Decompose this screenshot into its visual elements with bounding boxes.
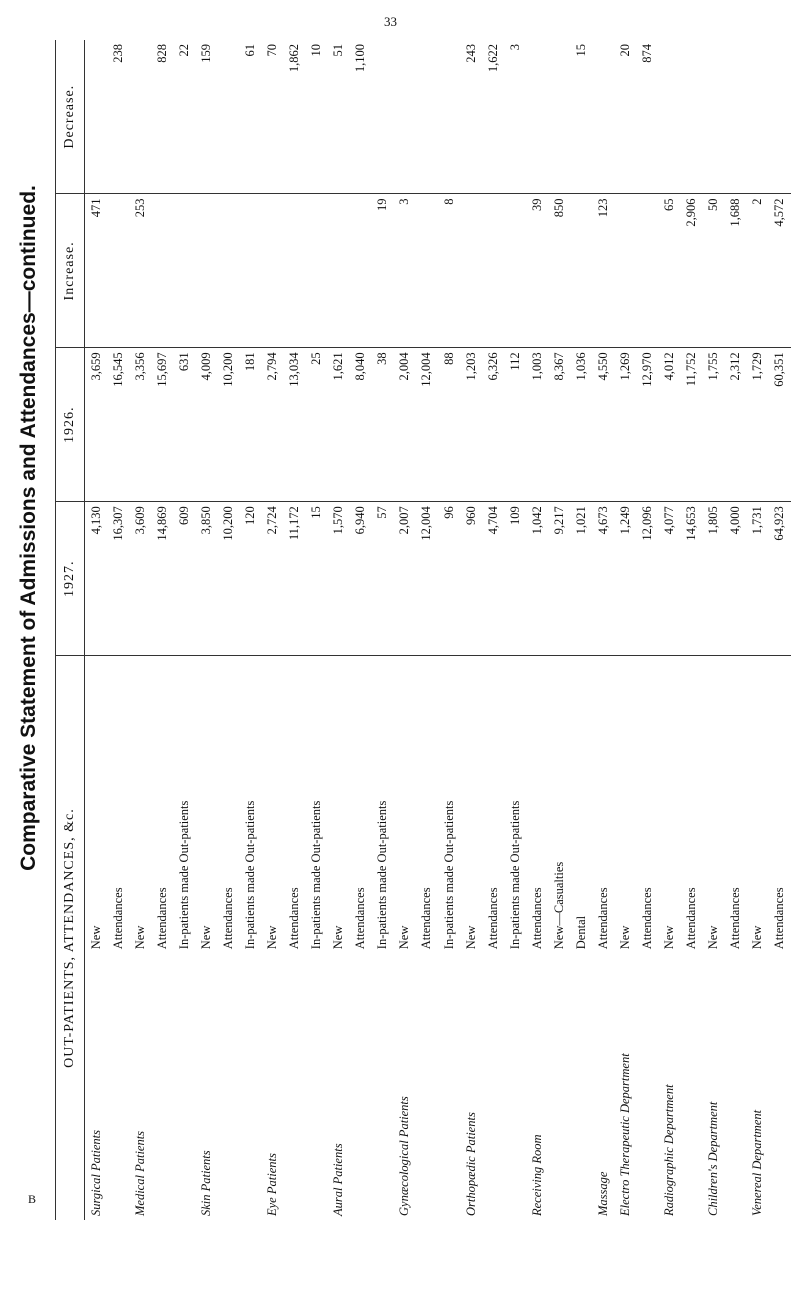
row-1927-value: 960: [460, 502, 482, 656]
row-department: Children's Department: [706, 1101, 721, 1216]
row-item: New: [463, 925, 478, 950]
row-increase-value: [570, 194, 592, 348]
row-1927-value: 4,077: [658, 502, 680, 656]
row-decrease-value: [218, 40, 240, 194]
table-row: [151, 40, 173, 1220]
row-1927-value: 14,653: [681, 502, 703, 656]
row-increase-value: 253: [129, 194, 151, 348]
row-1926-value: 631: [173, 348, 195, 502]
row-1926-value: 2,312: [725, 348, 747, 502]
header-increase: Increase.: [56, 194, 85, 348]
row-1927-value: 4,673: [592, 502, 614, 656]
row-1926-value: 3,356: [129, 348, 151, 502]
row-department: [306, 953, 328, 1220]
row-increase-value: [416, 194, 438, 348]
row-item: New: [198, 925, 213, 950]
table-row: [681, 40, 703, 1220]
row-1926-value: 1,621: [328, 348, 350, 502]
row-item: Attendances: [485, 887, 500, 950]
row-1927-value: 96: [438, 502, 460, 656]
row-1926-value: 4,012: [658, 348, 680, 502]
row-item: In-patients made Out-patients: [375, 800, 390, 950]
table-row: [129, 40, 151, 1220]
row-item: In-patients made Out-patients: [309, 800, 324, 950]
row-department: Medical Patients: [132, 1130, 147, 1216]
row-increase-value: 3: [394, 194, 416, 348]
row-item: New: [617, 925, 632, 950]
row-1927-value: 4,000: [725, 502, 747, 656]
row-decrease-value: 243: [460, 40, 482, 194]
table-row: [85, 40, 108, 1220]
row-decrease-value: 22: [173, 40, 195, 194]
header-1926: 1926.: [56, 348, 85, 502]
row-department: [636, 953, 658, 1220]
table-row: [747, 40, 769, 1220]
row-1926-value: 12,004: [416, 348, 438, 502]
row-item: In-patients made Out-patients: [507, 800, 522, 950]
row-item: New: [132, 925, 147, 950]
table-row: [548, 40, 570, 1220]
table-row: [658, 40, 680, 1220]
row-decrease-value: [372, 40, 394, 194]
row-increase-value: [262, 194, 284, 348]
table-row: [306, 40, 328, 1220]
row-department: Electro Therapeutic Department: [617, 1053, 632, 1216]
row-1926-value: 1,729: [747, 348, 769, 502]
row-1927-value: 64,923: [769, 502, 791, 656]
row-item: New—Casualties: [551, 861, 566, 950]
row-1927-value: 1,042: [526, 502, 548, 656]
row-decrease-value: 51: [328, 40, 350, 194]
header-outpatients: OUT-PATIENTS, ATTENDANCES, &c.: [56, 656, 85, 1220]
row-increase-value: [151, 194, 173, 348]
row-increase-value: [350, 194, 372, 348]
row-1927-value: 16,307: [107, 502, 129, 656]
row-increase-value: [614, 194, 636, 348]
row-1927-value: 109: [504, 502, 526, 656]
row-increase-value: [636, 194, 658, 348]
row-department: [218, 953, 240, 1220]
row-department: Massage: [595, 1171, 610, 1216]
row-department: Skin Patients: [198, 1150, 213, 1216]
row-decrease-value: 159: [195, 40, 217, 194]
row-department: [570, 953, 592, 1220]
row-1926-value: 6,326: [482, 348, 504, 502]
row-increase-value: 2: [747, 194, 769, 348]
row-decrease-value: 1,100: [350, 40, 372, 194]
row-1926-value: 2,004: [394, 348, 416, 502]
row-1926-value: 15,697: [151, 348, 173, 502]
rotated-table-container: [56, 40, 791, 1220]
row-department: [284, 953, 306, 1220]
page-title: Comparative Statement of Admissions and Attendances—continued.: [17, 185, 40, 871]
row-item: New: [706, 925, 721, 950]
row-1926-value: 2,794: [262, 348, 284, 502]
table-row: [570, 40, 592, 1220]
row-1927-value: 609: [173, 502, 195, 656]
table-row: [350, 40, 372, 1220]
row-decrease-value: 15: [570, 40, 592, 194]
row-1926-value: 10,200: [218, 348, 240, 502]
row-department: [240, 953, 262, 1220]
row-increase-value: [195, 194, 217, 348]
row-increase-value: [504, 194, 526, 348]
row-department: Radiographic Department: [661, 1084, 676, 1216]
row-item: New: [88, 925, 103, 950]
row-decrease-value: [725, 40, 747, 194]
table-row: [636, 40, 658, 1220]
table-row: [195, 40, 217, 1220]
row-1927-value: 10,200: [218, 502, 240, 656]
table-body: [85, 40, 792, 1220]
table-row: [703, 40, 725, 1220]
row-department: [681, 953, 703, 1220]
row-department: [151, 953, 173, 1220]
row-increase-value: 19: [372, 194, 394, 348]
row-increase-value: 8: [438, 194, 460, 348]
row-item: Attendances: [684, 887, 699, 950]
row-item: New: [661, 925, 676, 950]
row-increase-value: [306, 194, 328, 348]
row-decrease-value: 70: [262, 40, 284, 194]
row-1926-value: 1,203: [460, 348, 482, 502]
row-1927-value: 12,004: [416, 502, 438, 656]
row-item: New: [397, 925, 412, 950]
row-1927-value: 120: [240, 502, 262, 656]
row-1926-value: 11,752: [681, 348, 703, 502]
row-item: Attendances: [110, 887, 125, 950]
row-increase-value: 50: [703, 194, 725, 348]
table-row: [173, 40, 195, 1220]
row-department: Eye Patients: [265, 1153, 280, 1216]
table-row: [284, 40, 306, 1220]
row-1926-value: 1,036: [570, 348, 592, 502]
row-item: Attendances: [419, 887, 434, 950]
row-item: In-patients made Out-patients: [176, 800, 191, 950]
row-increase-value: [482, 194, 504, 348]
row-item: Dental: [573, 915, 588, 950]
row-decrease-value: 828: [151, 40, 173, 194]
row-increase-value: 39: [526, 194, 548, 348]
row-1926-value: 16,545: [107, 348, 129, 502]
row-1926-value: 1,755: [703, 348, 725, 502]
row-item: Attendances: [154, 887, 169, 950]
row-1927-value: 2,724: [262, 502, 284, 656]
header-row: [56, 40, 85, 1220]
row-decrease-value: [548, 40, 570, 194]
row-increase-value: [284, 194, 306, 348]
table-row: [725, 40, 747, 1220]
table-row: [262, 40, 284, 1220]
table-row: [394, 40, 416, 1220]
row-item: Attendances: [353, 887, 368, 950]
row-decrease-value: [394, 40, 416, 194]
table-row: [240, 40, 262, 1220]
row-1927-value: 11,172: [284, 502, 306, 656]
row-decrease-value: [416, 40, 438, 194]
row-item: Attendances: [529, 887, 544, 950]
row-1927-value: 3,609: [129, 502, 151, 656]
row-department: [548, 953, 570, 1220]
row-1926-value: 181: [240, 348, 262, 502]
row-1927-value: 14,869: [151, 502, 173, 656]
row-decrease-value: [681, 40, 703, 194]
row-decrease-value: [129, 40, 151, 194]
row-1927-value: 15: [306, 502, 328, 656]
row-1927-value: 3,850: [195, 502, 217, 656]
row-increase-value: [173, 194, 195, 348]
row-department: Receiving Room: [529, 1134, 544, 1216]
row-1927-value: 6,940: [350, 502, 372, 656]
row-decrease-value: 238: [107, 40, 129, 194]
row-item: New: [750, 925, 765, 950]
row-decrease-value: 1,862: [284, 40, 306, 194]
row-1927-value: 4,704: [482, 502, 504, 656]
row-decrease-value: 10: [306, 40, 328, 194]
row-decrease-value: [769, 40, 791, 194]
row-item: New: [331, 925, 346, 950]
row-increase-value: 123: [592, 194, 614, 348]
row-1927-value: 1,805: [703, 502, 725, 656]
row-department: [504, 953, 526, 1220]
row-increase-value: [218, 194, 240, 348]
row-decrease-value: 3: [504, 40, 526, 194]
row-decrease-value: [85, 40, 108, 194]
row-increase-value: [328, 194, 350, 348]
header-decrease: Decrease.: [56, 40, 85, 194]
row-1926-value: 3,659: [85, 348, 108, 502]
row-item: Attendances: [595, 887, 610, 950]
table-row: [504, 40, 526, 1220]
row-1926-value: 4,009: [195, 348, 217, 502]
table-row: [482, 40, 504, 1220]
row-1927-value: 1,249: [614, 502, 636, 656]
row-1927-value: 4,130: [85, 502, 108, 656]
row-decrease-value: [526, 40, 548, 194]
row-1927-value: 1,021: [570, 502, 592, 656]
row-1926-value: 1,269: [614, 348, 636, 502]
row-1926-value: 88: [438, 348, 460, 502]
row-1926-value: 1,003: [526, 348, 548, 502]
row-increase-value: 2,906: [681, 194, 703, 348]
row-department: [416, 953, 438, 1220]
comparative-statement-table: [56, 40, 791, 1220]
row-decrease-value: [438, 40, 460, 194]
row-decrease-value: [747, 40, 769, 194]
signature-mark: B: [28, 1192, 37, 1206]
table-row: [460, 40, 482, 1220]
row-1927-value: 2,007: [394, 502, 416, 656]
rotated-table-frame: [55, 40, 791, 1220]
row-department: [725, 953, 747, 1220]
row-1927-value: 1,570: [328, 502, 350, 656]
table-row: [416, 40, 438, 1220]
row-decrease-value: 20: [614, 40, 636, 194]
row-1927-value: 9,217: [548, 502, 570, 656]
row-1927-value: 12,096: [636, 502, 658, 656]
row-department: [769, 953, 791, 1220]
row-increase-value: [107, 194, 129, 348]
row-department: [173, 953, 195, 1220]
row-department: [107, 953, 129, 1220]
table-row: [218, 40, 240, 1220]
row-department: Orthopædic Patients: [463, 1112, 478, 1216]
row-1926-value: 8,367: [548, 348, 570, 502]
table-row: [372, 40, 394, 1220]
row-increase-value: 4,572: [769, 194, 791, 348]
row-item: In-patients made Out-patients: [243, 800, 258, 950]
table-row: [592, 40, 614, 1220]
row-item: In-patients made Out-patients: [441, 800, 456, 950]
row-item: Attendances: [728, 887, 743, 950]
page-title-vertical: [8, 28, 50, 1028]
row-increase-value: [240, 194, 262, 348]
table-row: [769, 40, 791, 1220]
table-row: [614, 40, 636, 1220]
row-decrease-value: 61: [240, 40, 262, 194]
row-decrease-value: 1,622: [482, 40, 504, 194]
row-1926-value: 4,550: [592, 348, 614, 502]
row-decrease-value: [658, 40, 680, 194]
table-row: [107, 40, 129, 1220]
row-department: [438, 953, 460, 1220]
row-increase-value: 471: [85, 194, 108, 348]
row-department: Gynæcological Patients: [397, 1096, 412, 1216]
row-decrease-value: [703, 40, 725, 194]
row-item: Attendances: [639, 887, 654, 950]
row-department: Surgical Patients: [88, 1130, 103, 1216]
table-row: [328, 40, 350, 1220]
row-increase-value: 850: [548, 194, 570, 348]
row-decrease-value: 874: [636, 40, 658, 194]
row-item: Attendances: [287, 887, 302, 950]
row-1927-value: 57: [372, 502, 394, 656]
row-department: Aural Patients: [331, 1143, 346, 1216]
header-1927: 1927.: [56, 502, 85, 656]
row-1927-value: 1,731: [747, 502, 769, 656]
row-department: Venereal Department: [750, 1109, 765, 1216]
row-department: [372, 953, 394, 1220]
row-1926-value: 112: [504, 348, 526, 502]
row-item: Attendances: [772, 887, 787, 950]
row-item: Attendances: [221, 887, 236, 950]
row-increase-value: [460, 194, 482, 348]
row-1926-value: 38: [372, 348, 394, 502]
table-row: [526, 40, 548, 1220]
page-number: 33: [384, 14, 397, 29]
row-1926-value: 25: [306, 348, 328, 502]
table-row: [438, 40, 460, 1220]
row-decrease-value: [592, 40, 614, 194]
row-increase-value: 1,688: [725, 194, 747, 348]
row-department: [350, 953, 372, 1220]
row-item: New: [265, 925, 280, 950]
row-increase-value: 65: [658, 194, 680, 348]
row-1926-value: 8,040: [350, 348, 372, 502]
row-1926-value: 13,034: [284, 348, 306, 502]
row-1926-value: 60,351: [769, 348, 791, 502]
row-department: [482, 953, 504, 1220]
row-1926-value: 12,970: [636, 348, 658, 502]
